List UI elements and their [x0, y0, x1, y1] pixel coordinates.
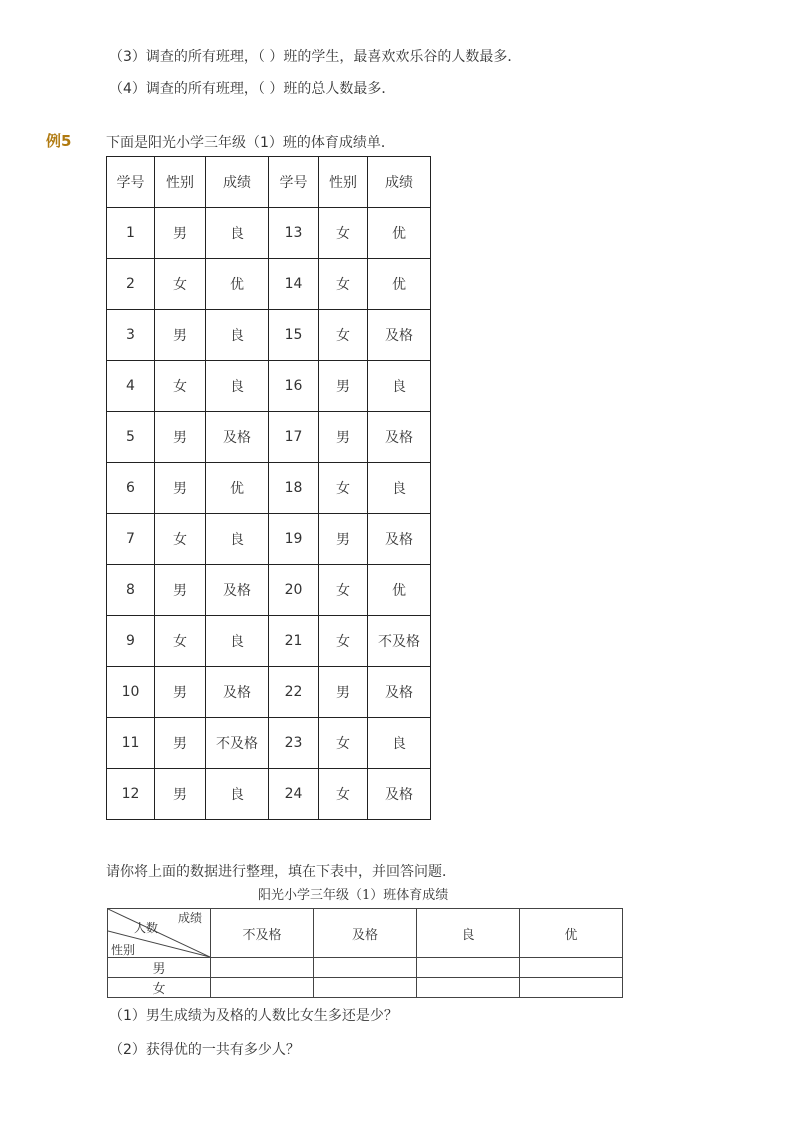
- table-cell: 男: [155, 412, 206, 463]
- table-cell: 女: [319, 208, 368, 259]
- table-cell: 19: [269, 514, 319, 565]
- table-row: [107, 514, 431, 565]
- table-cell: 12: [107, 769, 155, 820]
- summary-header-row: [108, 909, 623, 958]
- question-b2: （2）获得优的一共有多少人？: [109, 1042, 300, 1058]
- row-label-female: 女: [108, 978, 211, 998]
- table-cell: 女: [319, 259, 368, 310]
- grades-table: [106, 156, 431, 820]
- corner-label-count: 人数: [134, 921, 159, 935]
- header-cell: 成绩: [368, 157, 431, 208]
- table-cell: 良: [206, 514, 269, 565]
- table-cell: 优: [368, 259, 431, 310]
- table-cell: 18: [269, 463, 319, 514]
- table-cell: 男: [319, 412, 368, 463]
- table-cell: 良: [206, 769, 269, 820]
- table-cell: 男: [319, 361, 368, 412]
- table-cell: 13: [269, 208, 319, 259]
- table-cell: 16: [269, 361, 319, 412]
- table-cell: 及格: [206, 565, 269, 616]
- table-cell: 23: [269, 718, 319, 769]
- header-cell: 性别: [319, 157, 368, 208]
- table-cell: 女: [155, 514, 206, 565]
- table-cell: 女: [319, 718, 368, 769]
- summary-row-male: [108, 958, 623, 978]
- table-cell: 不及格: [206, 718, 269, 769]
- table-cell: 7: [107, 514, 155, 565]
- header-cell: 学号: [269, 157, 319, 208]
- table-cell: 2: [107, 259, 155, 310]
- table-cell: 女: [155, 616, 206, 667]
- header-cell: 性别: [155, 157, 206, 208]
- summary-table: [107, 908, 623, 998]
- example-label: 例5: [46, 132, 72, 150]
- blank-cell[interactable]: [417, 958, 520, 978]
- table-cell: 男: [155, 208, 206, 259]
- table-cell: 8: [107, 565, 155, 616]
- table-row: [107, 259, 431, 310]
- blank-cell[interactable]: [417, 978, 520, 998]
- table-cell: 优: [206, 259, 269, 310]
- table-cell: 良: [368, 361, 431, 412]
- table-cell: 良: [206, 616, 269, 667]
- table-cell: 优: [368, 565, 431, 616]
- blank-cell[interactable]: [520, 978, 623, 998]
- table-cell: 及格: [368, 514, 431, 565]
- table-cell: 24: [269, 769, 319, 820]
- corner-cell: [108, 909, 211, 958]
- table-cell: 女: [319, 310, 368, 361]
- table-row: [107, 718, 431, 769]
- summary-row-female: [108, 978, 623, 998]
- table-cell: 6: [107, 463, 155, 514]
- table-cell: 男: [155, 718, 206, 769]
- table-row: [107, 667, 431, 718]
- corner-label-gender: 性别: [111, 943, 136, 957]
- table-cell: 男: [155, 667, 206, 718]
- table-cell: 10: [107, 667, 155, 718]
- table-cell: 男: [319, 514, 368, 565]
- table-cell: 男: [319, 667, 368, 718]
- instruction-text: 请你将上面的数据进行整理，填在下表中，并回答问题．: [106, 864, 456, 880]
- header-cell: 学号: [107, 157, 155, 208]
- table-cell: 及格: [206, 667, 269, 718]
- table-cell: 女: [319, 565, 368, 616]
- table-cell: 女: [155, 361, 206, 412]
- table-row: [107, 769, 431, 820]
- table-row: [107, 565, 431, 616]
- table-row: [107, 361, 431, 412]
- col-header-fail: 不及格: [211, 909, 314, 958]
- corner-label-grade: 成绩: [178, 911, 203, 925]
- col-header-good: 良: [417, 909, 520, 958]
- question-3: （3）调查的所有班理，（ ）班的学生，最喜欢欢乐谷的人数最多．: [109, 49, 522, 65]
- blank-cell[interactable]: [520, 958, 623, 978]
- table-cell: 良: [368, 463, 431, 514]
- summary-title: 阳光小学三年级（1）班体育成绩: [258, 888, 449, 903]
- table-cell: 不及格: [368, 616, 431, 667]
- table-cell: 15: [269, 310, 319, 361]
- table-row: [107, 616, 431, 667]
- table-cell: 良: [206, 208, 269, 259]
- table-cell: 及格: [368, 769, 431, 820]
- example-intro: 下面是阳光小学三年级（1）班的体育成绩单．: [106, 135, 395, 151]
- table-cell: 22: [269, 667, 319, 718]
- table-cell: 女: [155, 259, 206, 310]
- question-b1: （1）男生成绩为及格的人数比女生多还是少？: [109, 1008, 398, 1024]
- question-4: （4）调查的所有班理，（ ）班的总人数最多．: [109, 81, 396, 97]
- col-header-pass: 及格: [314, 909, 417, 958]
- blank-cell[interactable]: [211, 958, 314, 978]
- table-cell: 女: [319, 616, 368, 667]
- table-cell: 及格: [206, 412, 269, 463]
- blank-cell[interactable]: [314, 978, 417, 998]
- table-cell: 21: [269, 616, 319, 667]
- table-cell: 男: [155, 463, 206, 514]
- table-cell: 女: [319, 463, 368, 514]
- table-cell: 及格: [368, 667, 431, 718]
- table-cell: 5: [107, 412, 155, 463]
- blank-cell[interactable]: [314, 958, 417, 978]
- table-cell: 良: [206, 361, 269, 412]
- table-cell: 14: [269, 259, 319, 310]
- table-row: [107, 463, 431, 514]
- grades-header-row: [107, 157, 431, 208]
- table-cell: 及格: [368, 412, 431, 463]
- table-cell: 9: [107, 616, 155, 667]
- header-cell: 成绩: [206, 157, 269, 208]
- table-cell: 优: [206, 463, 269, 514]
- table-cell: 男: [155, 769, 206, 820]
- row-label-male: 男: [108, 958, 211, 978]
- table-cell: 男: [155, 310, 206, 361]
- table-cell: 17: [269, 412, 319, 463]
- table-cell: 11: [107, 718, 155, 769]
- table-cell: 男: [155, 565, 206, 616]
- blank-cell[interactable]: [211, 978, 314, 998]
- table-row: [107, 208, 431, 259]
- table-cell: 良: [368, 718, 431, 769]
- table-cell: 1: [107, 208, 155, 259]
- table-row: [107, 310, 431, 361]
- table-cell: 3: [107, 310, 155, 361]
- table-cell: 优: [368, 208, 431, 259]
- col-header-excellent: 优: [520, 909, 623, 958]
- table-row: [107, 412, 431, 463]
- table-cell: 及格: [368, 310, 431, 361]
- table-cell: 20: [269, 565, 319, 616]
- table-cell: 4: [107, 361, 155, 412]
- table-cell: 女: [319, 769, 368, 820]
- table-cell: 良: [206, 310, 269, 361]
